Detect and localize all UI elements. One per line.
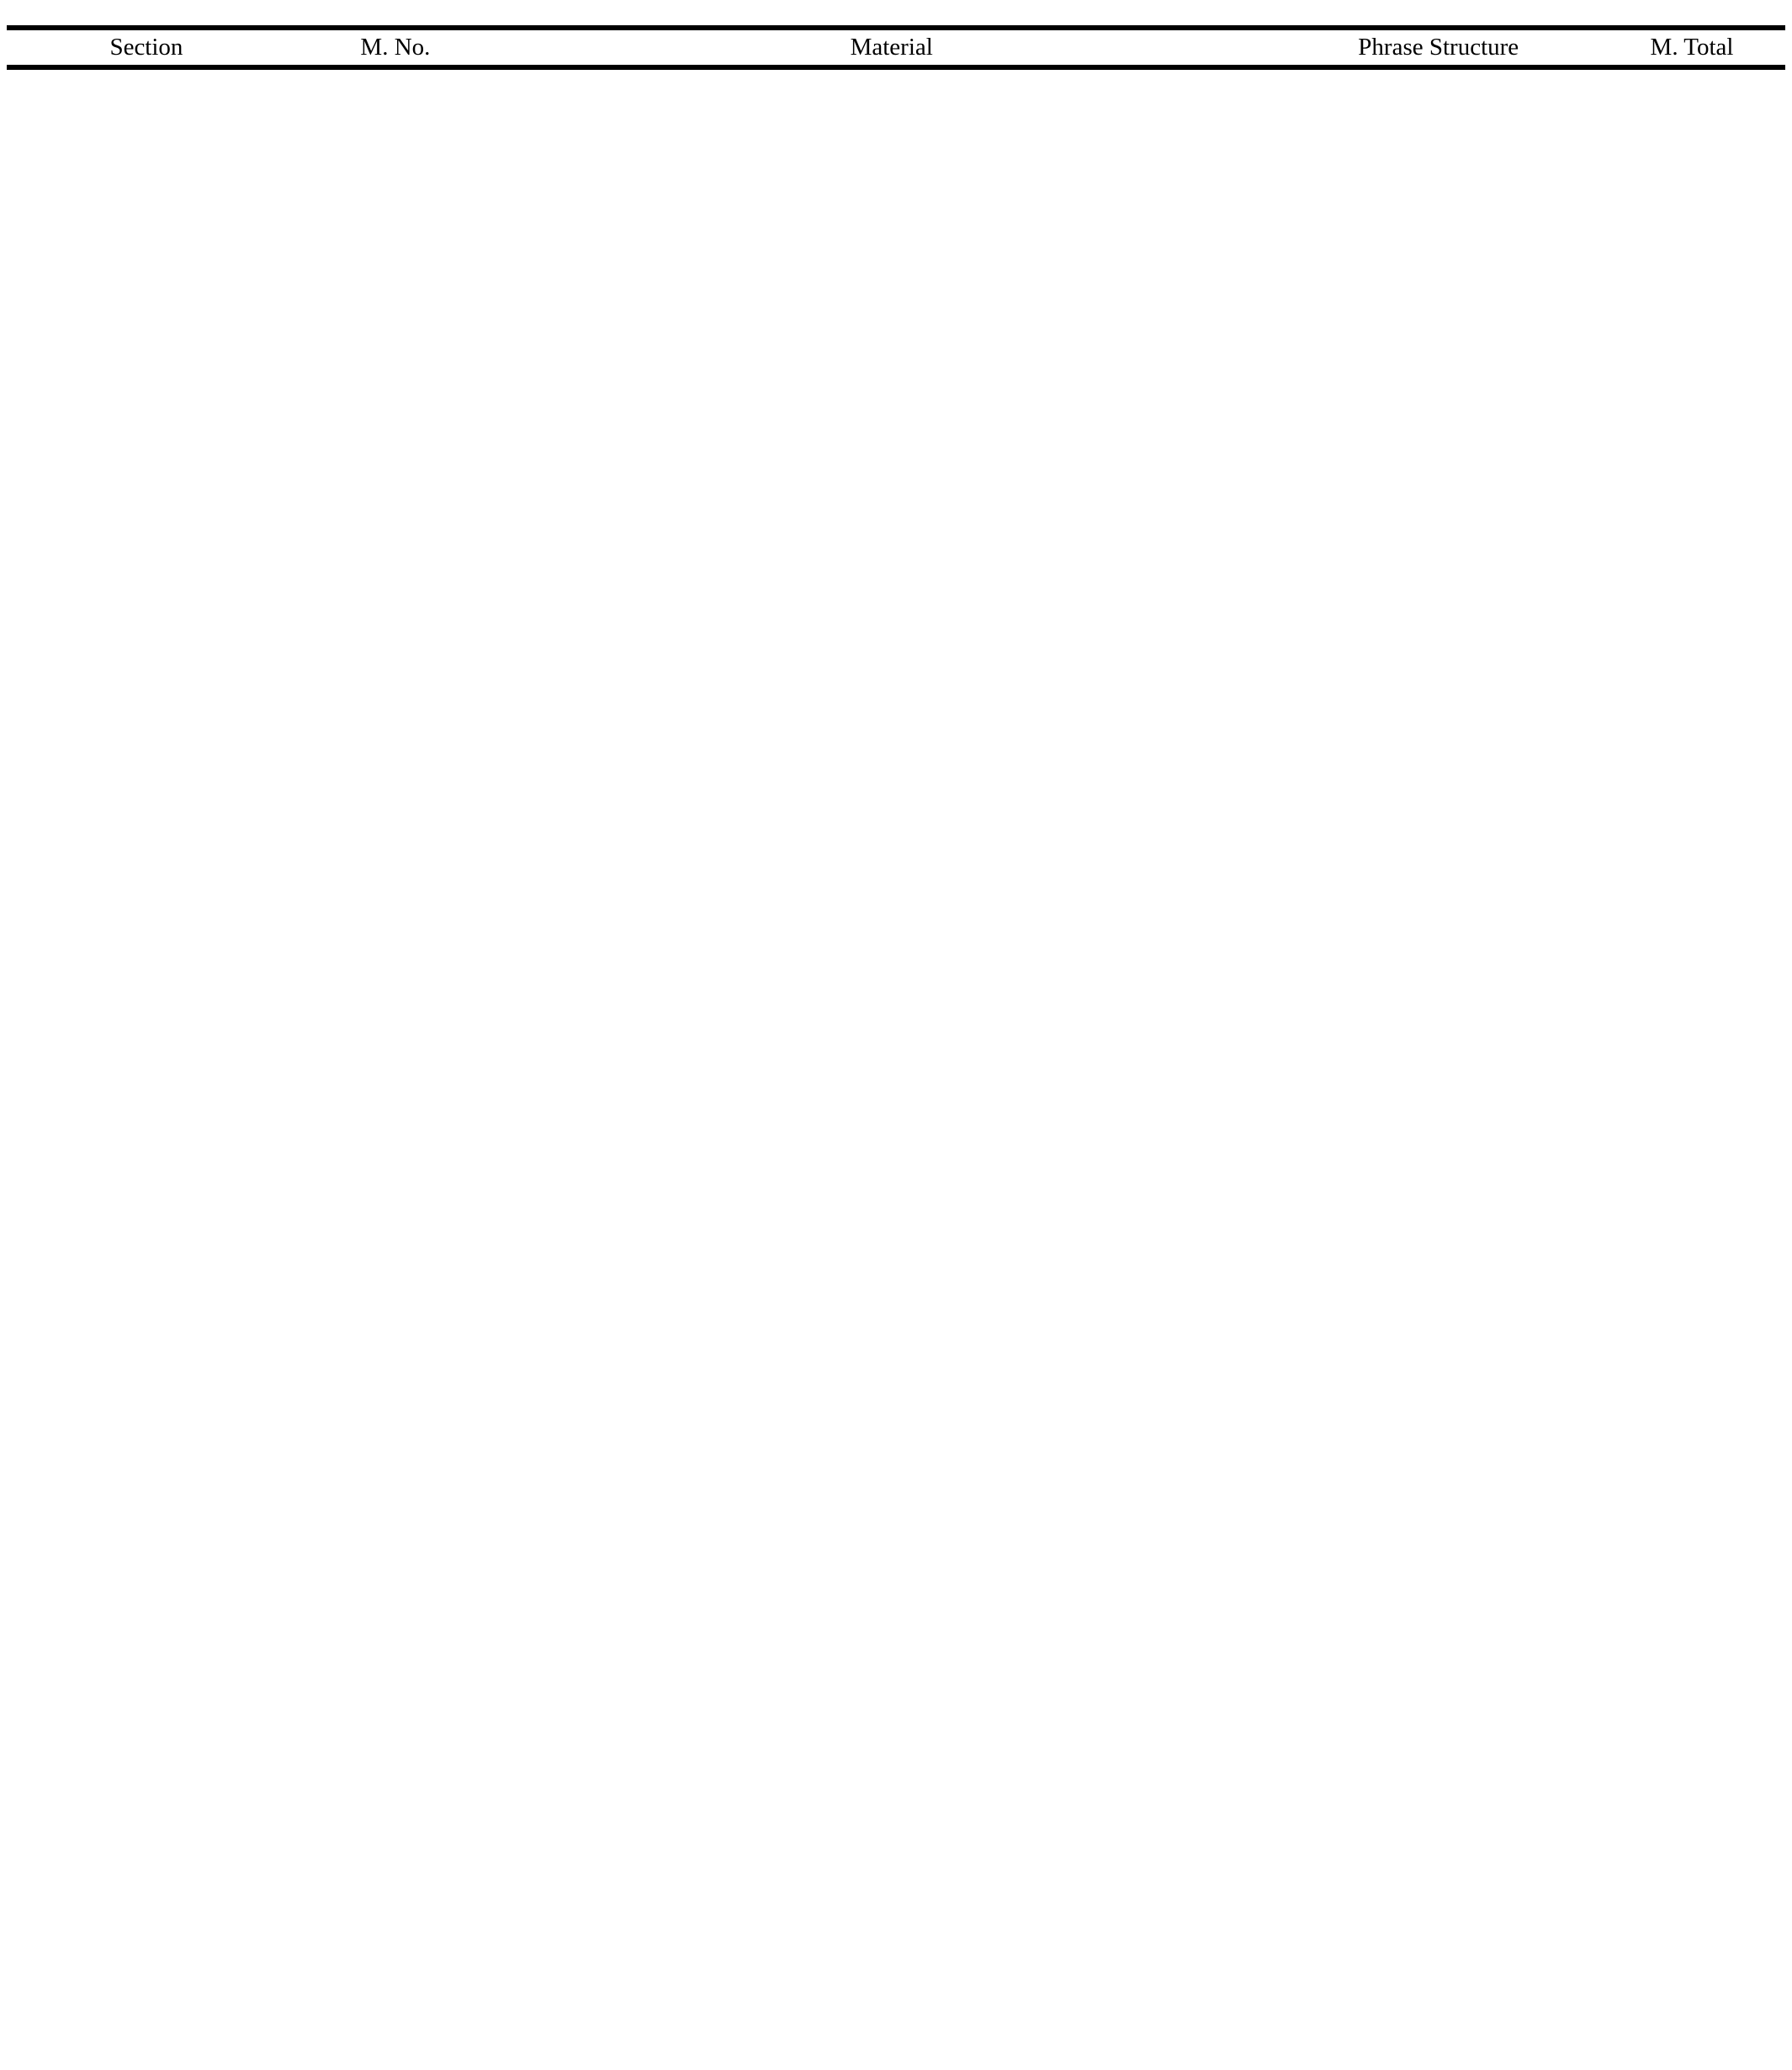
column-header-measure-number: M. No. bbox=[286, 28, 505, 67]
column-header-material: Material bbox=[505, 28, 1279, 67]
table-header bbox=[7, 28, 1785, 67]
column-header-phrase-structure: Phrase Structure bbox=[1278, 28, 1598, 67]
column-header-section: Section bbox=[7, 28, 286, 67]
header-row bbox=[7, 28, 1785, 67]
column-header-measure-total: M. Total bbox=[1598, 28, 1785, 67]
form-analysis-table bbox=[7, 25, 1785, 70]
